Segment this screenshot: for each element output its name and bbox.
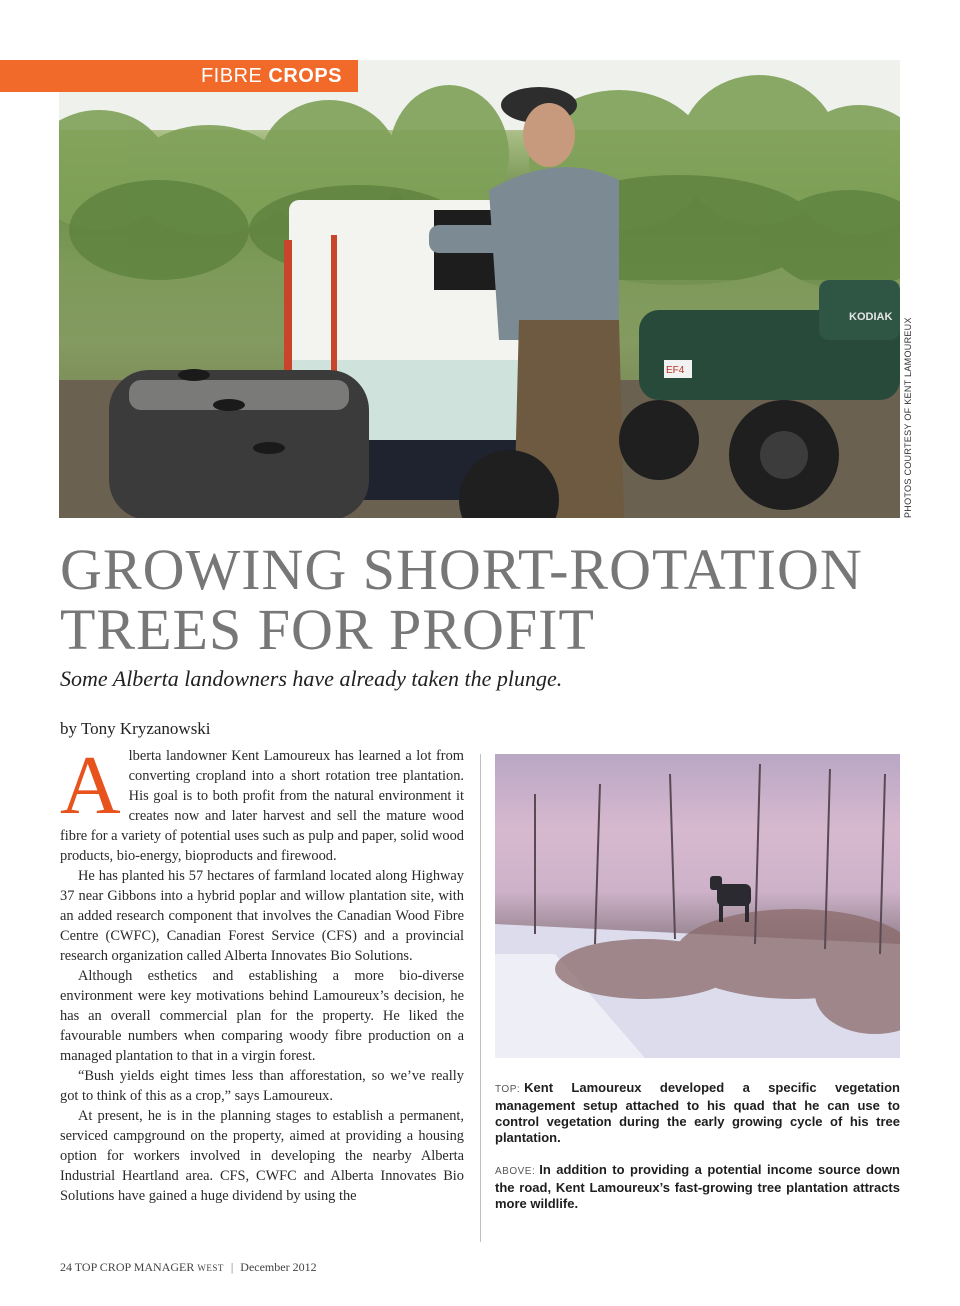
issue-date: December 2012: [240, 1260, 317, 1274]
quad-brand-label: KODIAK: [849, 311, 893, 323]
byline: by Tony Kryzanowski: [60, 719, 211, 738]
dropcap: A: [60, 739, 121, 832]
caption-above: [495, 1162, 900, 1212]
magazine-name: TOP CROP MANAGER: [74, 1260, 195, 1274]
page-footer: [60, 1260, 317, 1275]
article-paragraph: He has planted his 57 hectares of farmland located along Highway 37 near Gibbons into a hybrid poplar and willow plantation site, with an added research component that involves the Canadian Wood Fibre Centre (CWFC), Canadian Forest Service (CFS) and a provincial research organization called Alberta Innovates Bio Solutions.: [60, 868, 464, 964]
folio-separator: |: [230, 1260, 234, 1274]
photo-captions: [495, 1080, 900, 1228]
section-tab: [0, 60, 358, 92]
caption-above-label: ABOVE:: [495, 1166, 536, 1177]
photo-credit: PHOTOS COURTESY OF KENT LAMOUREUX: [903, 317, 913, 518]
plate-label: EF4: [666, 365, 685, 376]
magazine-edition: WEST: [197, 1263, 224, 1273]
article-paragraph: At present, he is in the planning stages to establish a permanent, serviced campground on the property, aimed at providing a housing option for workers involved in developing the nearby Alberta Industrial Heartland area. CFS, CWFC and Alberta Innovates Bio Solutions have gained a huge dividend by using the: [60, 1108, 464, 1204]
article-body: [60, 739, 464, 1206]
caption-above-text: In addition to providing a potential income source down the road, Kent Lamoureux’s fast-growing tree plantation attracts more wildlife.: [495, 1162, 900, 1211]
caption-top-label: TOP:: [495, 1084, 521, 1095]
deck: Some Alberta landowners have already taken the plunge.: [60, 666, 563, 691]
wildlife-photo: [495, 754, 900, 1058]
article-paragraph: “Bush yields eight times less than afforestation, so we’ve really got to think of this as a crop,” says Lamoureux.: [60, 1068, 464, 1104]
page-number: 24: [60, 1260, 72, 1274]
headline: GROWING SHORT-ROTATION TREES FOR PROFIT: [60, 537, 863, 662]
paragraph-1-text: lberta landowner Kent Lamoureux has learned a lot from converting cropland into a short rotation tree plantation. His goal is to both profit from the natural environment it creates now and later harvest and sell the mature wood fibre for a variety of potential uses such as pulp and paper, solid wood products, bio-energy, bioproducts and firewood.: [60, 748, 464, 864]
section-label-bold: CROPS: [268, 64, 342, 87]
caption-top: [495, 1080, 900, 1146]
caption-top-text: Kent Lamoureux developed a specific vegetation management setup attached to his quad that he can use to control vegetation during the early growing cycle of his tree plantation.: [495, 1080, 900, 1145]
section-label-light: FIBRE: [200, 64, 263, 87]
column-divider: [480, 754, 481, 1242]
hero-photo: [59, 60, 900, 518]
article-paragraph: [60, 739, 464, 866]
article-paragraph: Although esthetics and establishing a more bio-diverse environment were key motivations behind Lamoureux’s decision, he has an overall commercial plan for the property. He liked the favourable numbers when comparing woody fibre production on a managed plantation to that in a virgin forest.: [60, 968, 464, 1064]
